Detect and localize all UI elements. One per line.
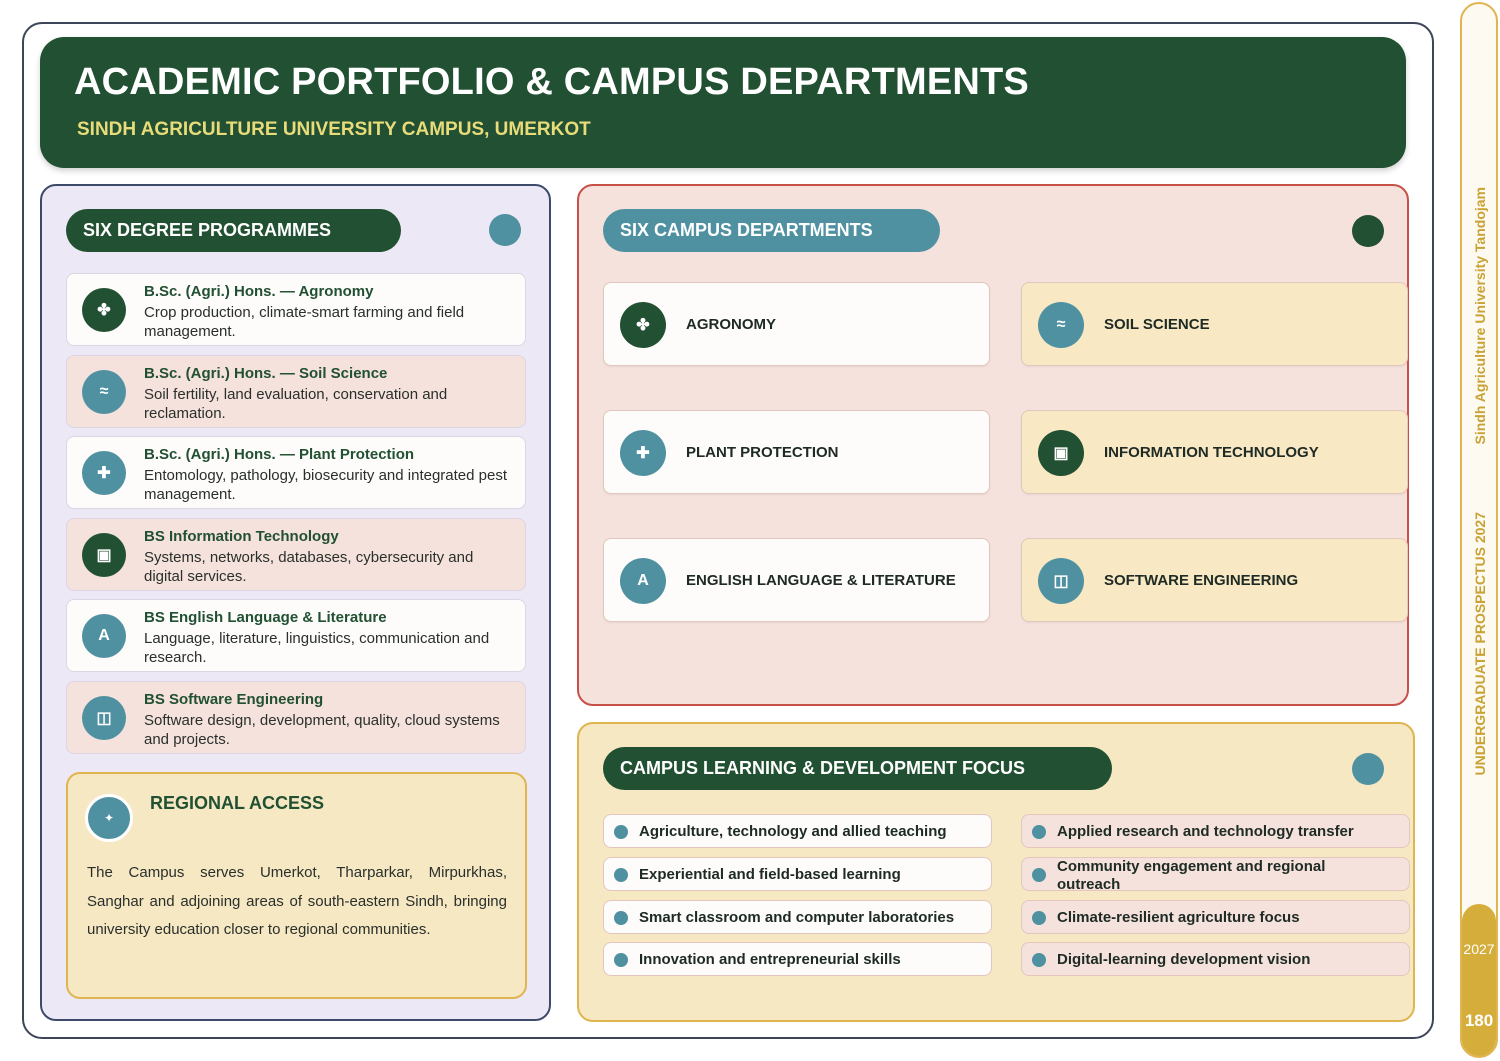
page-tab xyxy=(1462,904,1496,1058)
programme-title: B.Sc. (Agri.) Hons. — Agronomy xyxy=(144,283,374,300)
programme-card xyxy=(66,681,526,754)
programme-description: Entomology, pathology, biosecurity and integrated pest management. xyxy=(144,467,508,503)
department-label: SOFTWARE ENGINEERING xyxy=(1104,572,1299,589)
bullet-icon xyxy=(614,911,628,925)
chip-icon: ▣ xyxy=(1038,430,1084,476)
prospectus-sidebar xyxy=(1460,2,1498,1058)
bullet-icon xyxy=(614,868,628,882)
letter-a-icon: A xyxy=(82,614,126,658)
page-subtitle: SINDH AGRICULTURE UNIVERSITY CAMPUS, UMERKOT xyxy=(77,119,591,140)
department-label: INFORMATION TECHNOLOGY xyxy=(1104,444,1319,461)
heading-dot-icon xyxy=(1352,753,1384,785)
department-card xyxy=(603,538,990,622)
bullet-icon xyxy=(1032,911,1046,925)
page-title: ACADEMIC PORTFOLIO & CAMPUS DEPARTMENTS xyxy=(74,61,1029,103)
focus-item xyxy=(603,900,992,934)
department-card xyxy=(603,410,990,494)
regional-access-title: REGIONAL ACCESS xyxy=(150,793,325,813)
clover-icon: ✤ xyxy=(620,302,666,348)
chip-icon: ▣ xyxy=(82,533,126,577)
year-label: 2027 xyxy=(1463,941,1495,957)
regional-access-text: The Campus serves Umerkot, Tharparkar, Mirpurkhas, Sanghar and adjoining areas of south-eastern Sindh, bringing university education closer to regional communities. xyxy=(87,864,507,938)
programme-title: B.Sc. (Agri.) Hons. — Soil Science xyxy=(144,365,388,382)
bullet-icon xyxy=(614,825,628,839)
focus-item xyxy=(603,814,992,848)
department-card xyxy=(1021,538,1408,622)
programme-description: Soil fertility, land evaluation, conservation and reclamation. xyxy=(144,386,448,422)
bullet-icon xyxy=(614,953,628,967)
departments-heading: SIX CAMPUS DEPARTMENTS xyxy=(603,209,940,252)
department-card xyxy=(1021,410,1408,494)
department-card xyxy=(603,282,990,366)
focus-item-text: Smart classroom and computer laboratories xyxy=(639,909,955,926)
focus-item-text: Innovation and entrepreneurial skills xyxy=(639,951,901,968)
focus-item xyxy=(603,942,992,976)
letter-a-icon: A xyxy=(620,558,666,604)
department-card xyxy=(1021,282,1408,366)
focus-item-text: Community engagement and regional outreach xyxy=(1057,858,1326,893)
wave-icon: ≈ xyxy=(82,370,126,414)
clover-icon: ✤ xyxy=(82,288,126,332)
programme-card xyxy=(66,273,526,346)
department-label: PLANT PROTECTION xyxy=(686,444,839,461)
programme-card xyxy=(66,436,526,509)
page-number: 180 xyxy=(1464,1011,1494,1030)
focus-item-text: Experiential and field-based learning xyxy=(639,866,901,883)
sparkle-icon: ✦ xyxy=(85,794,133,842)
programme-title: BS Information Technology xyxy=(144,528,339,545)
plus-icon: ✚ xyxy=(620,430,666,476)
focus-heading: CAMPUS LEARNING & DEVELOPMENT FOCUS xyxy=(603,747,1112,790)
focus-item-text: Agriculture, technology and allied teaching xyxy=(639,823,947,840)
department-label: AGRONOMY xyxy=(686,316,776,333)
programmes-heading: SIX DEGREE PROGRAMMES xyxy=(66,209,401,252)
university-name: Sindh Agriculture University Tandojam xyxy=(1472,187,1488,445)
focus-item xyxy=(1021,857,1410,891)
programme-title: B.Sc. (Agri.) Hons. — Plant Protection xyxy=(144,446,415,463)
bullet-icon xyxy=(1032,953,1046,967)
programmes-panel xyxy=(40,184,551,1021)
programme-title: BS Software Engineering xyxy=(144,691,324,708)
focus-item-text: Applied research and technology transfer xyxy=(1057,823,1354,840)
focus-item-text: Digital-learning development vision xyxy=(1057,951,1311,968)
focus-item xyxy=(1021,814,1410,848)
programme-card xyxy=(66,599,526,672)
page-header xyxy=(40,37,1406,168)
focus-item xyxy=(1021,942,1410,976)
regional-access-box xyxy=(66,772,527,999)
focus-item xyxy=(1021,900,1410,934)
heading-dot-icon xyxy=(1352,215,1384,247)
bullet-icon xyxy=(1032,825,1046,839)
department-label: ENGLISH LANGUAGE & LITERATURE xyxy=(686,572,956,589)
window-icon: ◫ xyxy=(82,696,126,740)
programme-description: Language, literature, linguistics, communication and research. xyxy=(144,630,490,666)
plus-icon: ✚ xyxy=(82,451,126,495)
programme-description: Systems, networks, databases, cybersecurity and digital services. xyxy=(144,549,474,585)
programme-card xyxy=(66,355,526,428)
departments-panel xyxy=(577,184,1409,706)
programme-title: BS English Language & Literature xyxy=(144,609,387,626)
programme-card xyxy=(66,518,526,591)
wave-icon: ≈ xyxy=(1038,302,1084,348)
programme-description: Crop production, climate-smart farming and field management. xyxy=(144,304,465,340)
focus-panel xyxy=(577,722,1415,1022)
focus-item xyxy=(603,857,992,891)
department-label: SOIL SCIENCE xyxy=(1104,316,1210,333)
focus-item-text: Climate-resilient agriculture focus xyxy=(1057,909,1300,926)
programme-description: Software design, development, quality, cloud systems and projects. xyxy=(144,712,500,748)
heading-dot-icon xyxy=(489,214,521,246)
prospectus-label: UNDERGRADUATE PROSPECTUS 2027 xyxy=(1472,512,1488,776)
bullet-icon xyxy=(1032,868,1046,882)
window-icon: ◫ xyxy=(1038,558,1084,604)
